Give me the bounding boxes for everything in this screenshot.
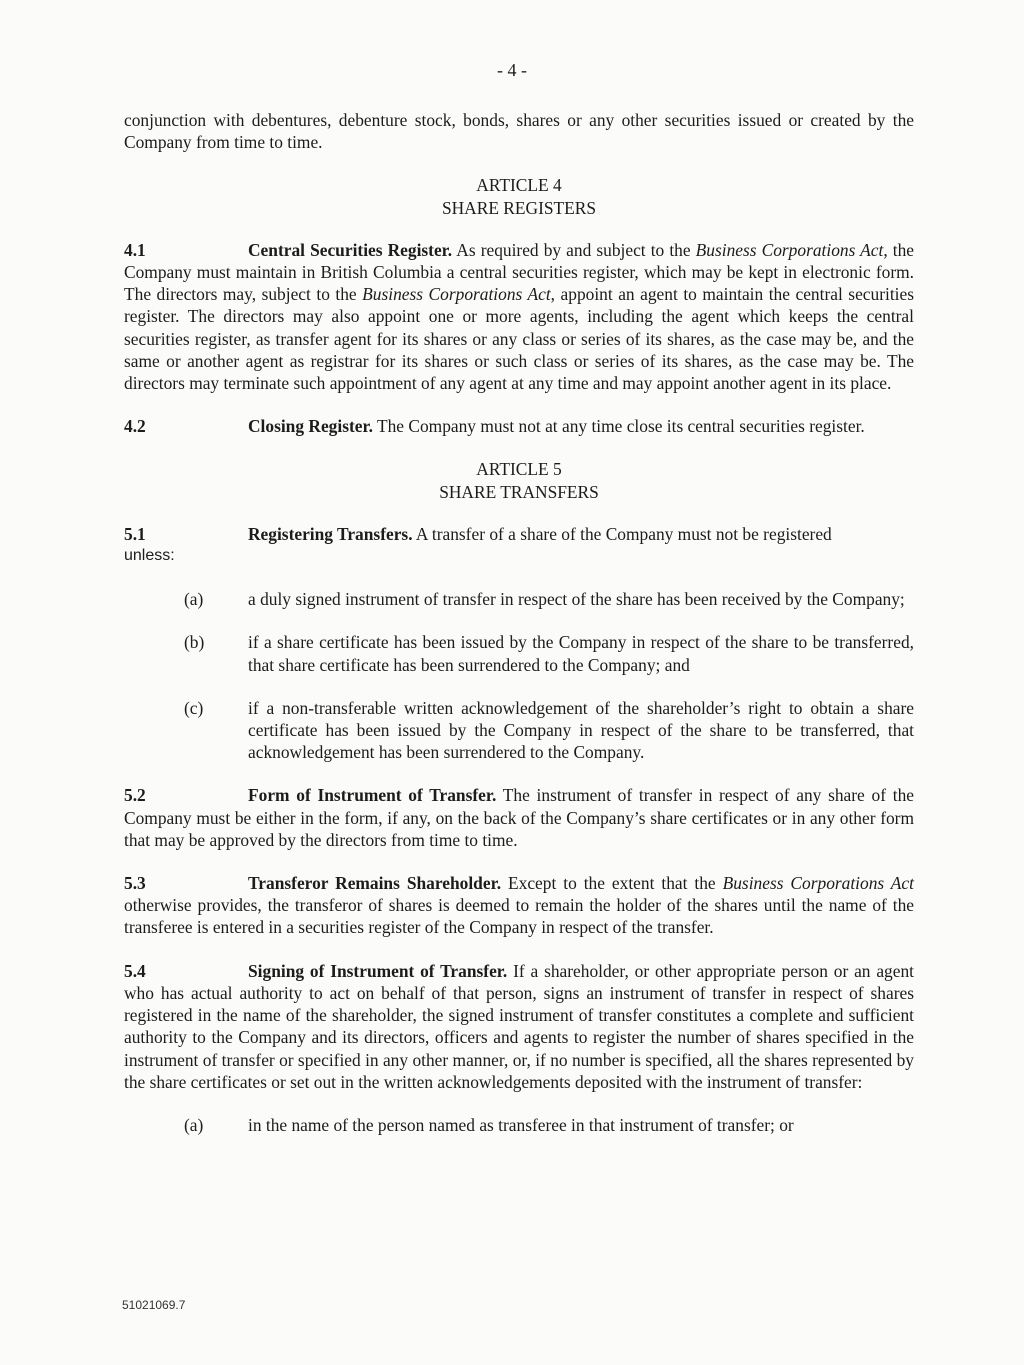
item-label: (a) [184, 1114, 204, 1135]
item-label: (c) [184, 697, 204, 718]
section-number: 4.1 [124, 239, 146, 260]
section-title: Closing Register. [248, 416, 373, 437]
section-5-3 [124, 872, 914, 939]
list-item [124, 588, 914, 610]
item-label: (a) [184, 589, 204, 610]
section-text: Except to the extent that the [501, 873, 723, 894]
section-number: 5.4 [124, 960, 146, 981]
section-text: A transfer of a share of the Company must not be registered [412, 523, 832, 544]
article-5-heading [124, 458, 914, 502]
section-text: As required by and subject to the [452, 239, 696, 260]
section-5-4 [124, 960, 914, 1093]
list-item [124, 1114, 914, 1136]
section-text: otherwise provides, the transferor of shares is deemed to remain the holder of the shares until the name of the transferee is entered in a securities register of the Company in respect of the transfer. [124, 895, 914, 938]
section-text: The Company must not at any time close its central securities register. [372, 416, 865, 437]
article-4-title: ARTICLE 4 [476, 175, 562, 196]
statute-name: Business Corporations Act [722, 873, 914, 894]
section-title: Central Securities Register. [248, 239, 453, 260]
section-text: If a shareholder, or other appropriate person or an agent who has actual authority to act on behalf of that person, signs an instrument of transfer in respect of shares registered in the name of the shareholder, the signed instrument of transfer constitutes a complete and sufficient authority to the Company and its directors, officers and agents to register the number of shares specified in the instrument of transfer or specified in any other manner, or, if no number is specified, all the shares represented by the share certificates or set out in the written acknowledgements deposited with the instrument of transfer: [124, 960, 914, 1092]
unless-label: unless: [124, 547, 175, 565]
item-label: (b) [184, 632, 205, 653]
section-text: , the Company must maintain in British Columbia a central securities register, which may be kept in electronic form. The directors may, subject to the [124, 239, 914, 305]
list-item [124, 631, 914, 675]
section-number: 5.2 [124, 785, 146, 806]
item-text: a duly signed instrument of transfer in respect of the share has been received by the Company; [248, 589, 905, 610]
statute-name: Business Corporations Act [695, 239, 884, 260]
section-title: Transferor Remains Shareholder. [248, 873, 502, 894]
section-title: Registering Transfers. [248, 523, 413, 544]
section-title: Form of Instrument of Transfer. [248, 785, 497, 806]
section-text: , appoint an agent to maintain the central securities register. The directors may also appoint one or more agents, including the agent which keeps the central securities register, as transfer agent for its shares or any class or series of its shares, as the case may be, and the same or another agent as registrar for its shares or such class or series of its shares, as the case may be. The directors may terminate such appointment of any agent at any time and may appoint another agent in its place. [124, 284, 914, 394]
item-text: if a share certificate has been issued by the Company in respect of the share to be transferred, that share certificate has been surrendered to the Company; and [248, 632, 914, 675]
section-4-1 [124, 239, 914, 394]
item-text: in the name of the person named as transferee in that instrument of transfer; or [248, 1114, 794, 1135]
article-5-title: ARTICLE 5 [476, 459, 562, 480]
section-text: The instrument of transfer in respect of any share of the Company must be either in the form, if any, on the back of the Company’s share certificates or in any other form that may be approved by the directors from time to time. [124, 785, 914, 850]
section-4-2 [124, 415, 914, 437]
document-code: 51021069.7 [122, 1298, 186, 1312]
document-body [124, 109, 914, 1157]
section-5-1 [124, 523, 914, 567]
article-4-subtitle: SHARE REGISTERS [441, 197, 597, 218]
article-5-subtitle: SHARE TRANSFERS [439, 481, 599, 502]
section-number: 5.1 [124, 523, 146, 544]
section-number: 5.3 [124, 873, 146, 894]
item-text: if a non-transferable written acknowledgement of the shareholder’s right to obtain a share certificate has been issued by the Company in respect of the share to be transferred, that acknowledgement has been surrendered to the Company. [248, 697, 914, 763]
list-item [124, 697, 914, 764]
section-number: 4.2 [124, 416, 146, 437]
intro-paragraph: conjunction with debentures, debenture stock, bonds, shares or any other securities issued or created by the Company from time to time. [124, 110, 914, 153]
section-5-2 [124, 784, 914, 851]
section-title: Signing of Instrument of Transfer. [248, 960, 508, 981]
page-number: - 4 - [497, 60, 527, 80]
article-4-heading [124, 174, 914, 218]
statute-name: Business Corporations Act [362, 284, 551, 305]
